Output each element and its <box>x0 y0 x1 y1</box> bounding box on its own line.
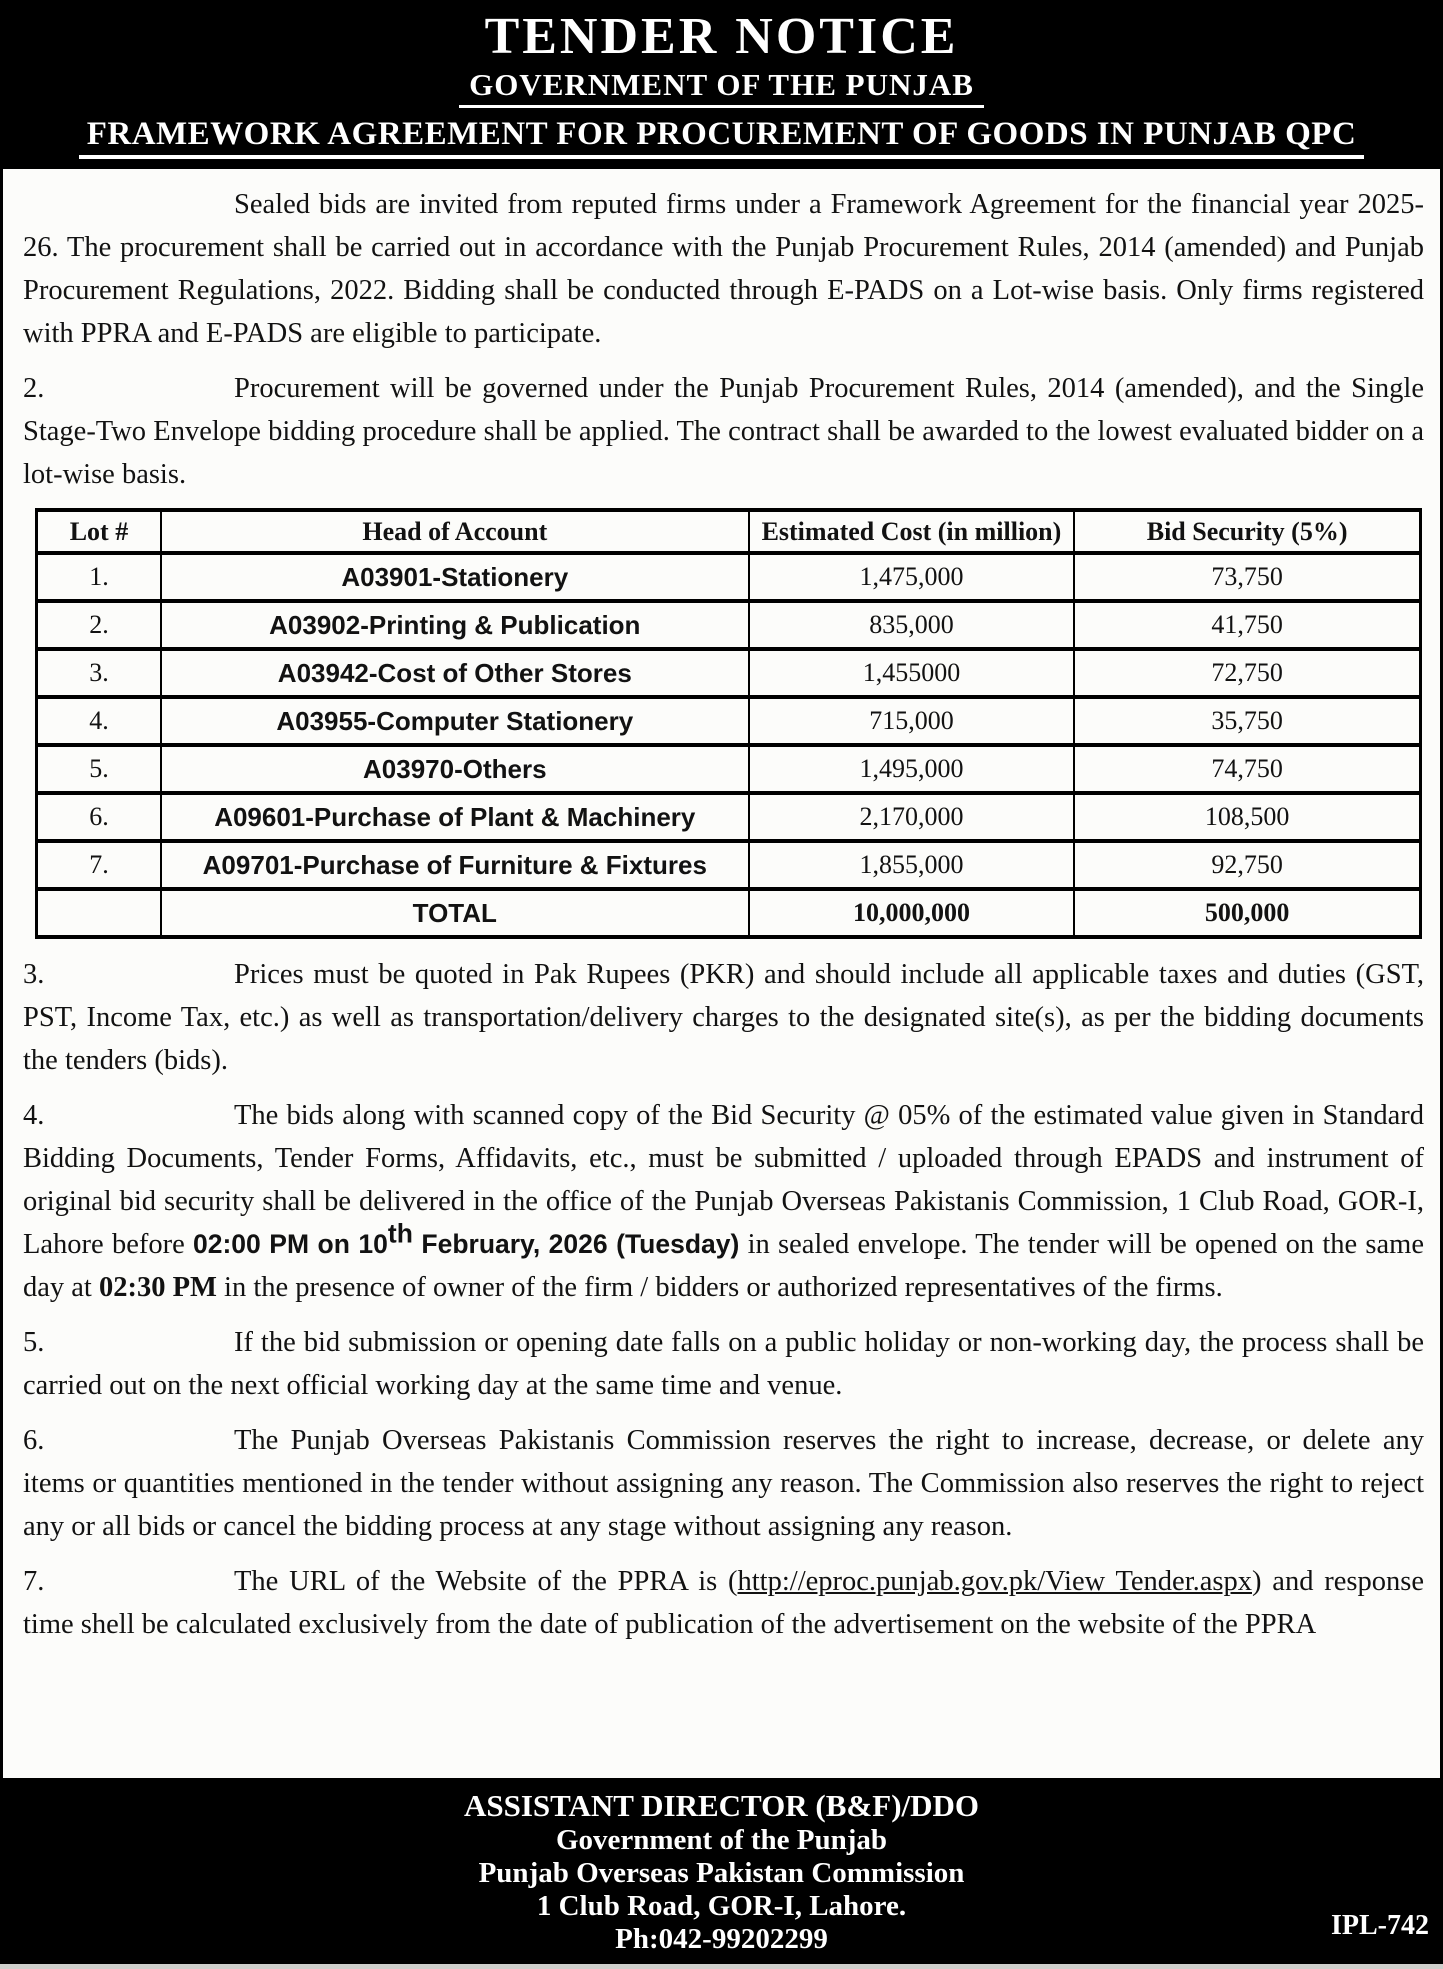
column-header: Estimated Cost (in million) <box>749 510 1075 553</box>
table-cell: A03902-Printing & Publication <box>161 601 749 649</box>
paragraph-number: 6. <box>23 1425 45 1456</box>
paragraph-number: 4. <box>23 1100 45 1131</box>
text-segment: Sealed bids are invited from reputed firms under a Framework Agreement for the financial year 2025-26. The procurement shall be carried out in accordance with the Punjab Procurement Rules, 2014 (amended) and Punjab Procurement Regulations, 2022. Bidding shall be conducted through E-PADS on a Lot-wise basis. Only firms registered with PPRA and E-PADS are eligible to participate. <box>23 189 1424 349</box>
lots-table <box>35 508 1422 939</box>
footer-line: Punjab Overseas Pakistan Commission <box>478 1857 965 1889</box>
table-row <box>37 649 1421 697</box>
table-cell: 715,000 <box>749 697 1075 745</box>
table-cell: 4. <box>37 697 161 745</box>
terms-paragraphs <box>23 953 1424 1646</box>
table-cell: 2,170,000 <box>749 793 1075 841</box>
total-row <box>37 889 1421 937</box>
paragraph-text <box>23 1425 1424 1542</box>
table-cell: 1,455000 <box>749 649 1075 697</box>
text-segment: The bids along with scanned copy of the Bid Security @ 05% of the estimated value given in Standard Bidding Documents, Tender Forms, Affidavits, etc., must be submitted / uploaded through EPADS and instrument of original bid security shall be delivered in the office of the Punjab Overseas Pakistanis Commission, 1 Club Road, GOR-I, Lahore before <box>23 1100 1424 1260</box>
text-segment: ) and response time shell be calculated exclusively from the date of publication of the advertisement on the website of the PPRA <box>23 1566 1424 1640</box>
table-cell: 73,750 <box>1074 553 1420 601</box>
paragraph-text <box>23 1566 1424 1640</box>
table-cell: A03955-Computer Stationery <box>161 697 749 745</box>
text-segment: 02:00 PM on 10 <box>193 1229 388 1259</box>
text-segment: February, 2026 (Tuesday) <box>412 1229 740 1259</box>
table-row <box>37 793 1421 841</box>
header-department: GOVERNMENT OF THE PUNJAB <box>459 68 984 108</box>
table-cell: 7. <box>37 841 161 889</box>
text-segment: 02:30 PM <box>98 1272 217 1303</box>
table-cell: A09701-Purchase of Furniture & Fixtures <box>161 841 749 889</box>
table-cell: 1,475,000 <box>749 553 1075 601</box>
document-header-banner <box>0 0 1443 169</box>
table-row <box>37 601 1421 649</box>
table-cell: TOTAL <box>161 889 749 937</box>
page-title: TENDER NOTICE <box>484 8 959 65</box>
table-cell <box>37 889 161 937</box>
footer-line: Government of the Punjab <box>555 1824 888 1856</box>
table-row <box>37 841 1421 889</box>
paragraph-text <box>23 959 1424 1076</box>
advert-ref-code: IPL-742 <box>1331 1910 1429 1941</box>
text-segment: in the presence of owner of the firm / bidders or authorized representatives of the firms. <box>216 1272 1223 1303</box>
lots-table-body <box>37 553 1421 937</box>
table-cell: A03901-Stationery <box>161 553 749 601</box>
table-row <box>37 697 1421 745</box>
column-header: Head of Account <box>161 510 749 553</box>
table-cell: 500,000 <box>1074 889 1420 937</box>
header-department-row <box>0 66 1443 108</box>
table-cell: 1. <box>37 553 161 601</box>
text-segment: in sealed envelope. The tender will be opened on the same day at <box>23 1229 1424 1303</box>
intro-paragraphs <box>23 183 1424 496</box>
header-subject: FRAMEWORK AGREEMENT FOR PROCUREMENT OF GOODS IN PUNJAB QPC <box>79 116 1365 159</box>
document-footer-banner <box>0 1778 1443 1964</box>
document-body <box>0 169 1443 1778</box>
table-cell: 72,750 <box>1074 649 1420 697</box>
table-row <box>37 745 1421 793</box>
paragraph-text <box>23 1100 1424 1303</box>
paragraph <box>23 1419 1424 1548</box>
paragraph-number: 7. <box>23 1566 45 1597</box>
table-cell: 41,750 <box>1074 601 1420 649</box>
paragraph-number: 5. <box>23 1327 45 1358</box>
paragraph-text <box>23 189 1424 349</box>
text-segment: Procurement will be governed under the Punjab Procurement Rules, 2014 (amended), and the Single Stage-Two Envelope bidding procedure shall be applied. The contract shall be awarded to the lowest evaluated bidder on a lot-wise basis. <box>23 373 1424 490</box>
table-cell: 92,750 <box>1074 841 1420 889</box>
table-cell: 1,495,000 <box>749 745 1075 793</box>
table-cell: A03942-Cost of Other Stores <box>161 649 749 697</box>
paragraph-number: 2. <box>23 373 45 404</box>
paragraph-number: 3. <box>23 959 45 990</box>
ppra-url: http://eproc.punjab.gov.pk/View Tender.aspx <box>737 1566 1252 1597</box>
column-header: Lot # <box>37 510 161 553</box>
paragraph <box>23 953 1424 1082</box>
scan-edge-strip <box>0 1964 1443 1969</box>
text-segment: Prices must be quoted in Pak Rupees (PKR) and should include all applicable taxes and duties (GST, PST, Income Tax, etc.) as well as transportation/delivery charges to the designated site(s), as per the bidding documents the tenders (bids). <box>23 959 1424 1076</box>
footer-line: Ph:042-99202299 <box>615 1923 828 1955</box>
paragraph-text <box>23 1327 1424 1401</box>
table-cell: 6. <box>37 793 161 841</box>
paragraph <box>23 1560 1424 1646</box>
text-segment: The URL of the Website of the PPRA is ( <box>234 1566 738 1597</box>
table-cell: A03970-Others <box>161 745 749 793</box>
table-cell: 5. <box>37 745 161 793</box>
table-cell: 10,000,000 <box>749 889 1075 937</box>
table-header-row <box>37 510 1421 553</box>
footer-line: ASSISTANT DIRECTOR (B&F)/DDO <box>463 1788 980 1823</box>
lots-table-header <box>37 510 1421 553</box>
signatory-block <box>0 1788 1443 1956</box>
table-cell: 3. <box>37 649 161 697</box>
table-cell: 2. <box>37 601 161 649</box>
text-segment: If the bid submission or opening date falls on a public holiday or non-working day, the process shall be carried out on the next official working day at the same time and venue. <box>23 1327 1424 1401</box>
table-cell: 108,500 <box>1074 793 1420 841</box>
header-subject-row <box>0 116 1443 159</box>
footer-line: 1 Club Road, GOR-I, Lahore. <box>536 1890 907 1922</box>
table-cell: 74,750 <box>1074 745 1420 793</box>
table-cell: 1,855,000 <box>749 841 1075 889</box>
paragraph-text <box>23 373 1424 490</box>
paragraph <box>23 183 1424 355</box>
table-cell: A09601-Purchase of Plant & Machinery <box>161 793 749 841</box>
table-cell: 835,000 <box>749 601 1075 649</box>
paragraph <box>23 1321 1424 1407</box>
table-row <box>37 553 1421 601</box>
text-segment: The Punjab Overseas Pakistanis Commission reserves the right to increase, decrease, or delete any items or quantities mentioned in the tender without assigning any reason. The Commission also reserves the right to reject any or all bids or cancel the bidding process at any stage without assigning any reason. <box>23 1425 1424 1542</box>
text-segment: th <box>387 1218 413 1249</box>
paragraph <box>23 1094 1424 1309</box>
table-cell: 35,750 <box>1074 697 1420 745</box>
paragraph <box>23 367 1424 496</box>
column-header: Bid Security (5%) <box>1074 510 1420 553</box>
